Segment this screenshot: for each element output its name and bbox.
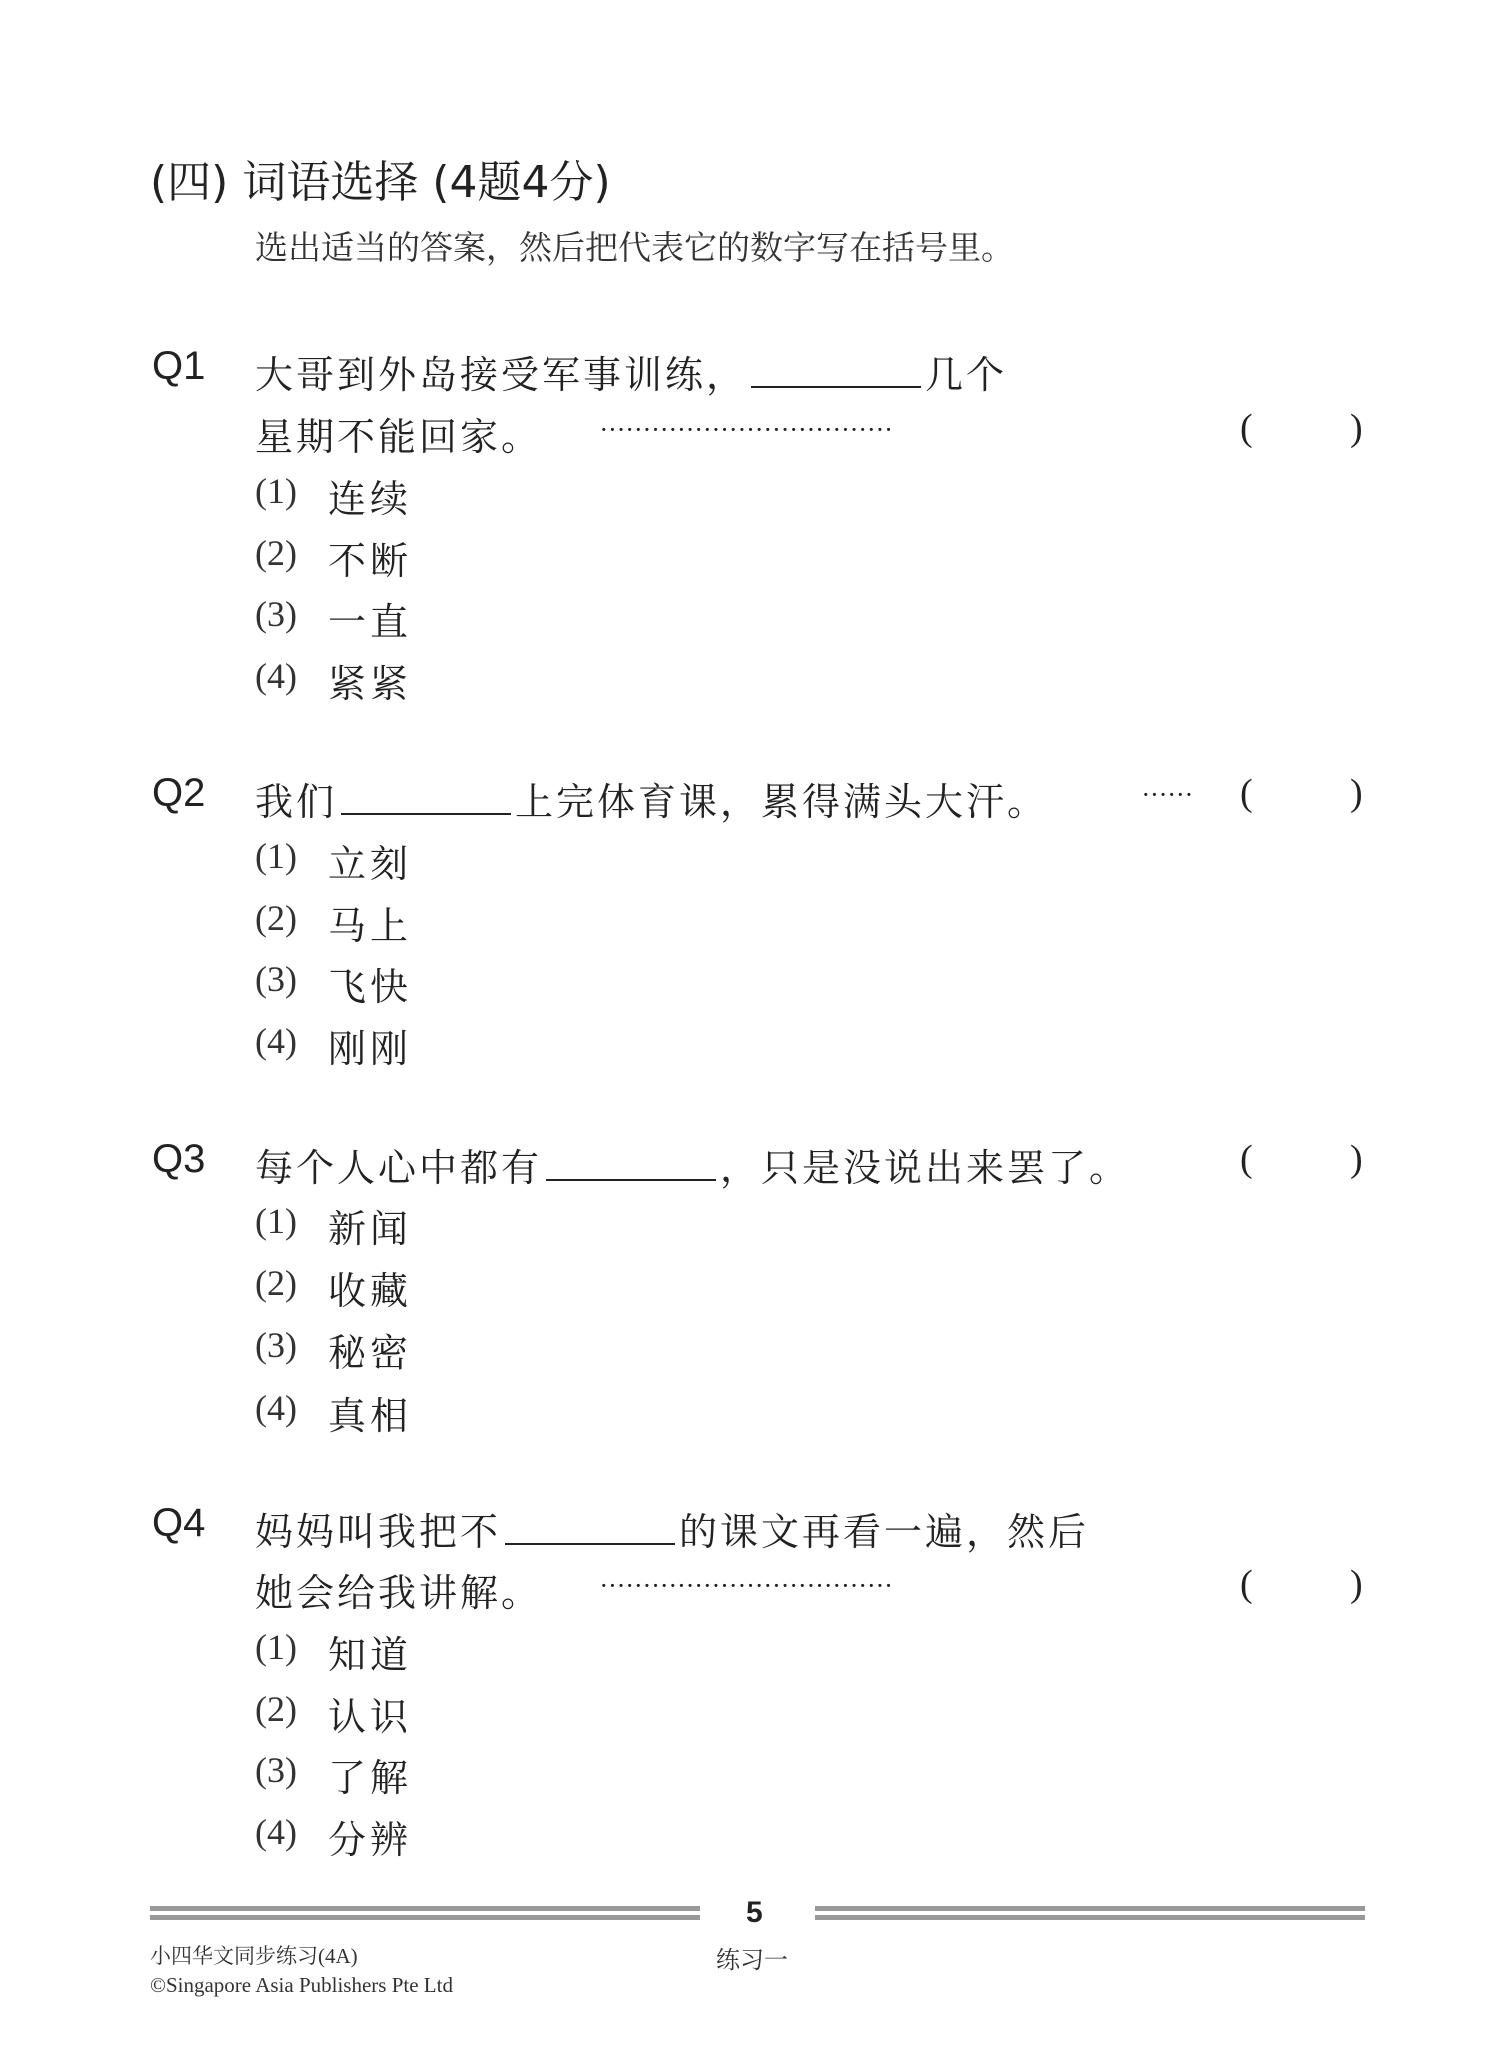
option-number: (4) [255,1812,297,1852]
answer-paren-open: ( [1240,1138,1253,1180]
option-number: (3) [255,1325,297,1365]
option-number: (2) [255,1263,297,1303]
option-word: 马上 [328,904,413,948]
answer-paren-open: ( [1240,407,1253,449]
answer-paren-open: ( [1240,1563,1253,1605]
text: 上完体育课，累得满头大汗。 [515,780,1049,824]
option-number: (4) [255,1388,297,1428]
option-number: (2) [255,898,297,938]
option-word: 新闻 [328,1207,413,1251]
leader-dots: ·································· [600,416,894,444]
text: 每个人心中都有 [255,1146,543,1190]
question-text [255,771,1048,826]
option-word: 刚刚 [328,1027,413,1071]
answer-blank [341,779,511,815]
page-number: 5 [746,1896,763,1929]
book-title: 小四华文同步练习(4A) [150,1944,358,1968]
option-word: 紧紧 [328,662,413,706]
option-word: 一直 [328,600,413,644]
answer-blank [546,1145,716,1181]
option-number: (1) [255,836,297,876]
option-word: 认识 [328,1695,413,1739]
option-word: 真相 [328,1394,413,1438]
text: 我们 [255,780,338,824]
question-label: Q4 [152,1501,206,1545]
answer-paren-open: ( [1240,772,1253,814]
question-text [255,1501,1089,1556]
option-number: (2) [255,1689,297,1729]
footer-rule-left [150,1906,700,1920]
answer-box[interactable] [1262,769,1342,819]
option-number: (2) [255,533,297,573]
answer-box[interactable] [1262,404,1342,454]
option-word: 知道 [328,1633,413,1677]
footer-rule-right [815,1906,1365,1920]
answer-paren-close: ) [1350,1138,1363,1180]
option-number: (1) [255,471,297,511]
option-number: (1) [255,1627,297,1667]
question-text [255,344,1007,399]
leader-dots: ······ [1142,781,1194,809]
question-label: Q3 [152,1137,206,1181]
section-title: (四) 词语选择 (4题4分) [150,157,611,208]
answer-box[interactable] [1262,1135,1342,1185]
option-word: 秘密 [328,1331,413,1375]
text: ，只是没说出来罢了。 [720,1146,1131,1190]
text: 妈妈叫我把不 [255,1510,502,1554]
exercise-label: 练习一 [716,1948,788,1974]
option-word: 不断 [328,539,413,583]
text: 大哥到外岛接受军事训练， [255,353,748,397]
option-number: (3) [255,594,297,634]
text: 几个 [925,353,1008,397]
answer-box[interactable] [1262,1560,1342,1610]
answer-blank [751,352,921,388]
option-word: 了解 [328,1756,413,1800]
answer-paren-close: ) [1350,772,1363,814]
instruction: 选出适当的答案，然后把代表它的数字写在括号里。 [255,228,1014,267]
answer-paren-close: ) [1350,407,1363,449]
option-number: (1) [255,1201,297,1241]
option-number: (4) [255,1021,297,1061]
copyright: ©Singapore Asia Publishers Pte Ltd [150,1973,453,1997]
option-number: (4) [255,656,297,696]
question-text-line2: 星期不能回家。 [255,415,543,459]
question-label: Q2 [152,771,206,815]
text: 的课文再看一遍，然后 [679,1510,1090,1554]
option-word: 连续 [328,477,413,521]
answer-blank [505,1509,675,1545]
option-number: (3) [255,959,297,999]
question-label: Q1 [152,344,206,388]
option-number: (3) [255,1750,297,1790]
question-text [255,1137,1130,1192]
question-text-line2: 她会给我讲解。 [255,1571,543,1615]
option-word: 立刻 [328,842,413,886]
answer-paren-close: ) [1350,1563,1363,1605]
leader-dots: ·································· [600,1572,894,1600]
option-word: 分辨 [328,1818,413,1862]
option-word: 飞快 [328,965,413,1009]
option-word: 收藏 [328,1269,413,1313]
